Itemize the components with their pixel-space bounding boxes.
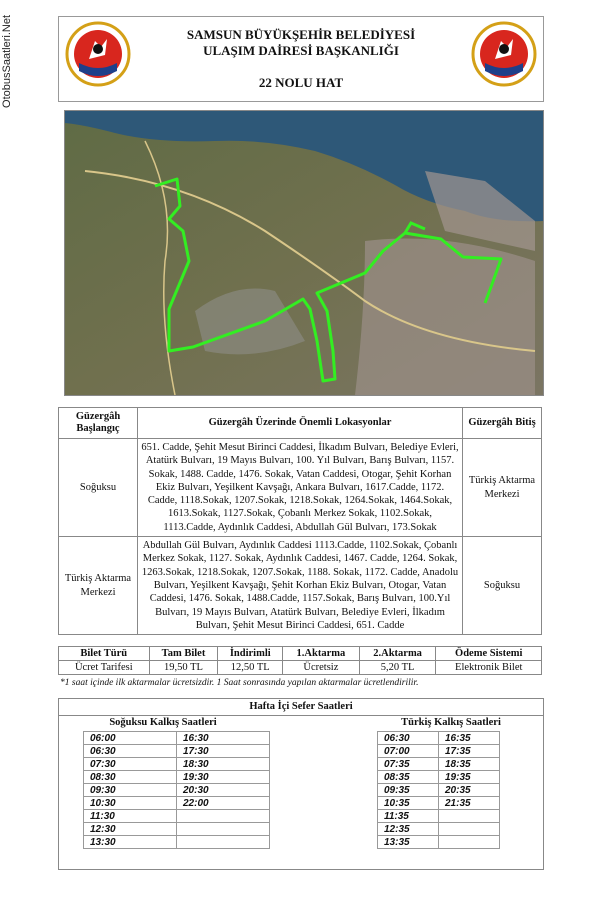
- fare-cell: 5,20 TL: [359, 661, 436, 675]
- schedule-row: [378, 784, 500, 797]
- column-start: Güzergâh Başlangıç: [59, 408, 138, 439]
- departure-time: 18:30: [177, 758, 270, 771]
- departure-time: 22:00: [177, 797, 270, 810]
- departure-time: [439, 836, 500, 849]
- departure-time: 20:35: [439, 784, 500, 797]
- fare-header: İndirimli: [218, 647, 283, 661]
- route-start: Türkiş Aktarma Merkezi: [59, 537, 138, 635]
- route-map-image: [65, 111, 543, 395]
- fare-cell: 12,50 TL: [218, 661, 283, 675]
- route-row-outbound: [59, 439, 542, 537]
- weekday-schedule: [58, 698, 544, 870]
- header-line-1: SAMSUN BÜYÜKŞEHİR BELEDİYESİ: [186, 27, 416, 42]
- divider: [59, 715, 543, 716]
- header: [58, 16, 544, 102]
- schedule-title: Hafta İçi Sefer Saatleri: [249, 701, 353, 712]
- route-table-header: [59, 408, 542, 439]
- departure-time: 08:35: [378, 771, 439, 784]
- fare-header: 1.Aktarma: [283, 647, 360, 661]
- departure-time: [177, 823, 270, 836]
- departure-time: 17:35: [439, 745, 500, 758]
- schedule-row: [84, 771, 270, 784]
- fare-header: Ödeme Sistemi: [436, 647, 542, 661]
- schedule-row: [84, 797, 270, 810]
- departure-time: 10:35: [378, 797, 439, 810]
- schedule-row: [378, 771, 500, 784]
- schedule-row: [378, 745, 500, 758]
- fare-table: [58, 646, 542, 675]
- departure-time: 21:35: [439, 797, 500, 810]
- departure-time: 16:30: [177, 732, 270, 745]
- route-end: Türkiş Aktarma Merkezi: [463, 439, 542, 537]
- departure-time: 11:35: [378, 810, 439, 823]
- schedule-row: [378, 810, 500, 823]
- municipality-logo-right: [471, 21, 537, 87]
- schedule-row: [378, 797, 500, 810]
- fare-header: 2.Aktarma: [359, 647, 436, 661]
- departure-time: 09:30: [84, 784, 177, 797]
- fare-header: Bilet Türü: [59, 647, 150, 661]
- departure-time: 07:35: [378, 758, 439, 771]
- departure-time: 19:35: [439, 771, 500, 784]
- fare-value-row: [59, 661, 542, 675]
- fare-header: Tam Bilet: [149, 647, 218, 661]
- departure-time: 19:30: [177, 771, 270, 784]
- route-locations: Abdullah Gül Bulvarı, Aydınlık Caddesi 1113.Cadde, 1102.Sokak, Çobanlı Merkez Sokak, 1127. Sokak, Aydınlık Caddesi, 1467. Cadde, 1264. Sokak, 1263.Sokak, 1218.Sokak, 1207.Sokak, 1188. Sokak, 1172. Cadde, Anadolu Bulvarı, Yeşilkent Kavşağı, Şehit Korhan Ekiz Bulvarı, Otogar, Vatan Caddesi, 1476. Sokak, 1488.Cadde, 1157.Sokak, Barış Bulvarı, 100.Yıl Bulvarı, 19 Mayıs Bulvarı, Atatürk Bulvarı, Belediye Evleri, İlkadım Bulvarı, Şehit Mesut Birinci Caddesi, 651. Cadde: [138, 537, 463, 635]
- departure-time: 12:35: [378, 823, 439, 836]
- departure-time: 16:35: [439, 732, 500, 745]
- departure-time: 08:30: [84, 771, 177, 784]
- departure-time: 09:35: [378, 784, 439, 797]
- turkis-departures-table: [377, 731, 500, 849]
- route-start: Soğuksu: [59, 439, 138, 537]
- schedule-row: [84, 810, 270, 823]
- soguksu-departures-title: Soğuksu Kalkış Saatleri: [109, 717, 217, 728]
- turkis-departures-title: Türkiş Kalkış Saatleri: [401, 717, 501, 728]
- transfer-note: *1 saat içinde ilk aktarmalar ücretsizdir. 1 Saat sonrasında yapılan aktarmalar ücretlendirilir.: [60, 678, 419, 688]
- departure-time: 12:30: [84, 823, 177, 836]
- route-row-return: [59, 537, 542, 635]
- header-line-2: ULAŞIM DAİRESİ BAŞKANLIĞI: [203, 43, 399, 58]
- schedule-row: [84, 836, 270, 849]
- column-middle: Güzergâh Üzerinde Önemli Lokasyonlar: [138, 408, 463, 439]
- departure-time: 06:30: [84, 745, 177, 758]
- soguksu-departures-table: [83, 731, 270, 849]
- schedule-row: [84, 758, 270, 771]
- schedule-row: [84, 745, 270, 758]
- route-map: [64, 110, 544, 396]
- schedule-row: [84, 784, 270, 797]
- column-end: Güzergâh Bitiş: [463, 408, 542, 439]
- departure-time: 11:30: [84, 810, 177, 823]
- route-number-title: 22 NOLU HAT: [258, 75, 344, 90]
- departure-time: 18:35: [439, 758, 500, 771]
- departure-time: 17:30: [177, 745, 270, 758]
- departure-time: [439, 810, 500, 823]
- departure-time: [177, 836, 270, 849]
- schedule-row: [378, 732, 500, 745]
- watermark: OtobusSaatleri.Net: [1, 15, 13, 108]
- departure-time: [439, 823, 500, 836]
- municipality-logo-left: [65, 21, 131, 87]
- fare-cell: Elektronik Bilet: [436, 661, 542, 675]
- departure-time: 13:30: [84, 836, 177, 849]
- fare-header-row: [59, 647, 542, 661]
- route-table: [58, 407, 542, 635]
- departure-time: 06:00: [84, 732, 177, 745]
- route-end: Soğuksu: [463, 537, 542, 635]
- schedule-row: [84, 823, 270, 836]
- route-locations: 651. Cadde, Şehit Mesut Birinci Caddesi, İlkadım Bulvarı, Belediye Evleri, Atatürk Bulvarı, 19 Mayıs Bulvarı, 100. Yıl Bulvarı, Barış Bulvarı, 1157. Sokak, 1488. Cadde, 1476. Sokak, Vatan Caddesi, Otogar, Şehit Korhan Ekiz Bulvarı, Yeşilkent Kavşağı, Ankara Bulvarı, 1617.Cadde, 1172. Cadde, 1118.Sokak, 1207.Sokak, 1218.Sokak, 1264.Sokak, 1464.Sokak, 1613.Sokak, 1127.Sokak, Çobanlı Merkez Sokak, 1102.Sokak, 1113.Cadde, Aydınlık Caddesi, Abdullah Gül Bulvarı, 173.Sokak: [138, 439, 463, 537]
- schedule-row: [378, 758, 500, 771]
- departure-time: 06:30: [378, 732, 439, 745]
- departure-time: [177, 810, 270, 823]
- departure-time: 07:00: [378, 745, 439, 758]
- departure-time: 07:30: [84, 758, 177, 771]
- departure-time: 13:35: [378, 836, 439, 849]
- fare-cell: 19,50 TL: [149, 661, 218, 675]
- fare-cell: Ücret Tarifesi: [59, 661, 150, 675]
- fare-cell: Ücretsiz: [283, 661, 360, 675]
- departure-time: 10:30: [84, 797, 177, 810]
- schedule-row: [378, 823, 500, 836]
- schedule-row: [378, 836, 500, 849]
- departure-time: 20:30: [177, 784, 270, 797]
- schedule-row: [84, 732, 270, 745]
